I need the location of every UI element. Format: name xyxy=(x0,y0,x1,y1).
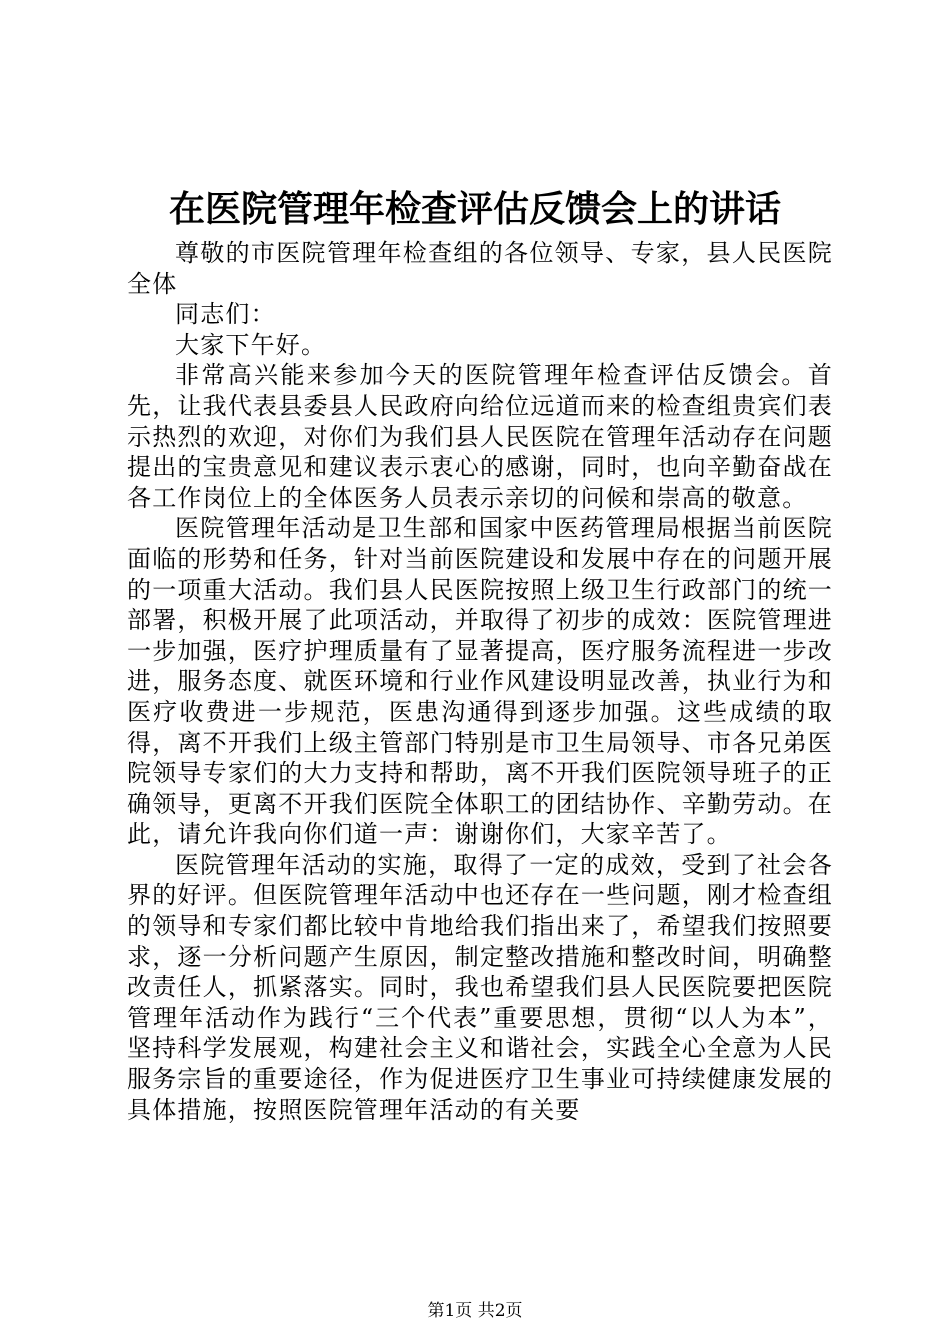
page-footer: 第1页 共2页 xyxy=(427,1301,523,1321)
document-body xyxy=(127,238,833,1125)
paragraph-salutation: 尊敬的市医院管理年检查组的各位领导、专家，县人民医院全体 xyxy=(127,239,833,298)
paragraph-achievements: 医院管理年活动是卫生部和国家中医药管理局根据当前医院面临的形势和任务，针对当前医院建设和发展中存在的问题开展的一项重大活动。我们县人民医院按照上级卫生行政部门的统一部署，积极开展了此项活动，并取得了初步的成效：医院管理进一步加强，医疗护理质量有了显著提高，医疗服务流程进一步改进，服务态度、就医环境和行业作风建设明显改善，执业行为和医疗收费进一步规范，医患沟通得到逐步加强。这些成绩的取得，离不开我们上级主管部门特别是市卫生局领导、市各兄弟医院领导专家们的大力支持和帮助，离不开我们医院领导班子的正确领导，更离不开我们医院全体职工的团结协作、辛勤劳动。在此，请允许我向你们道一声：谢谢你们，大家辛苦了。 xyxy=(127,514,833,849)
paragraph-welcome: 非常高兴能来参加今天的医院管理年检查评估反馈会。首先，让我代表县委县人民政府向给位远道而来的检查组贵宾们表示热烈的欢迎，对你们为我们县人民医院在管理年活动存在问题提出的宝贵意见和建议表示衷心的感谢，同时，也向辛勤奋战在各工作岗位上的全体医务人员表示亲切的问候和崇高的敬意。 xyxy=(127,361,833,512)
paragraph-greeting: 大家下午好。 xyxy=(175,330,327,359)
paragraph-comrades: 同志们： xyxy=(175,300,276,329)
paragraph-improvements: 医院管理年活动的实施，取得了一定的成效，受到了社会各界的好评。但医院管理年活动中也还存在一些问题，刚才检查组的领导和专家们都比较中肯地给我们指出来了，希望我们按照要求，逐一分析问题产生原因，制定整改措施和整改时间，明确整改责任人，抓紧落实。同时，我也希望我们县人民医院要把医院管理年活动作为践行“三个代表”重要思想，贯彻“以人为本”，坚持科学发展观，构建社会主义和谐社会，实践全心全意为人民服务宗旨的重要途径，作为促进医疗卫生事业可持续健康发展的具体措施，按照医院管理年活动的有关要 xyxy=(127,850,833,1124)
document-title: 在医院管理年检查评估反馈会上的讲话 xyxy=(168,189,781,230)
